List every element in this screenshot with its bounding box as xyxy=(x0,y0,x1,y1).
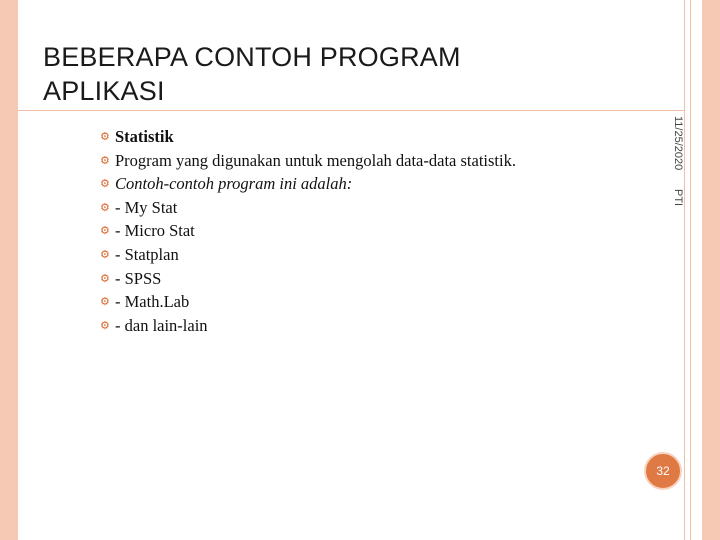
bullet-text: - Statplan xyxy=(115,244,179,264)
bullet-text: Program yang digunakan untuk mengolah data-data statistik. xyxy=(115,150,516,170)
bullet-text: - My Stat xyxy=(115,197,178,217)
gear-icon: ⚙ xyxy=(100,295,110,309)
right-decorative-bar xyxy=(702,0,720,540)
bullet-item xyxy=(100,149,516,173)
title-divider xyxy=(18,110,684,111)
bullet-text: Contoh-contoh program ini adalah: xyxy=(115,174,353,194)
page-number: 32 xyxy=(656,464,670,478)
left-decorative-bar xyxy=(0,0,18,540)
gear-icon: ⚙ xyxy=(100,177,110,191)
bullet-text: - Micro Stat xyxy=(115,221,195,241)
slide-title-line-1: BEBERAPA CONTOH PROGRAM xyxy=(43,42,461,72)
bullet-item xyxy=(100,125,516,149)
right-rule-line xyxy=(684,0,685,540)
bullet-text: - dan lain-lain xyxy=(115,315,208,335)
gear-icon: ⚙ xyxy=(100,318,110,332)
bullet-item xyxy=(100,290,516,314)
bullet-text: Statistik xyxy=(115,127,174,146)
gear-icon: ⚙ xyxy=(100,247,110,261)
bullet-list xyxy=(100,125,516,337)
bullet-text: - Math.Lab xyxy=(115,292,190,312)
gear-icon: ⚙ xyxy=(100,153,110,167)
gear-icon: ⚙ xyxy=(100,200,110,214)
slide-date: 11/25/2020 xyxy=(672,116,684,171)
gear-icon: ⚙ xyxy=(100,271,110,285)
page-number-badge xyxy=(644,452,682,490)
bullet-item xyxy=(100,172,516,196)
bullet-item xyxy=(100,243,516,267)
slide-title xyxy=(43,40,643,108)
slide-footer: PTI xyxy=(672,189,684,207)
gear-icon: ⚙ xyxy=(100,130,110,143)
bullet-item xyxy=(100,196,516,220)
bullet-item xyxy=(100,267,516,291)
slide-title-line-2: APLIKASI xyxy=(43,76,165,106)
bullet-text: - SPSS xyxy=(115,268,162,288)
gear-icon: ⚙ xyxy=(100,224,110,238)
bullet-item xyxy=(100,219,516,243)
bullet-item xyxy=(100,314,516,338)
right-rule-line xyxy=(690,0,691,540)
